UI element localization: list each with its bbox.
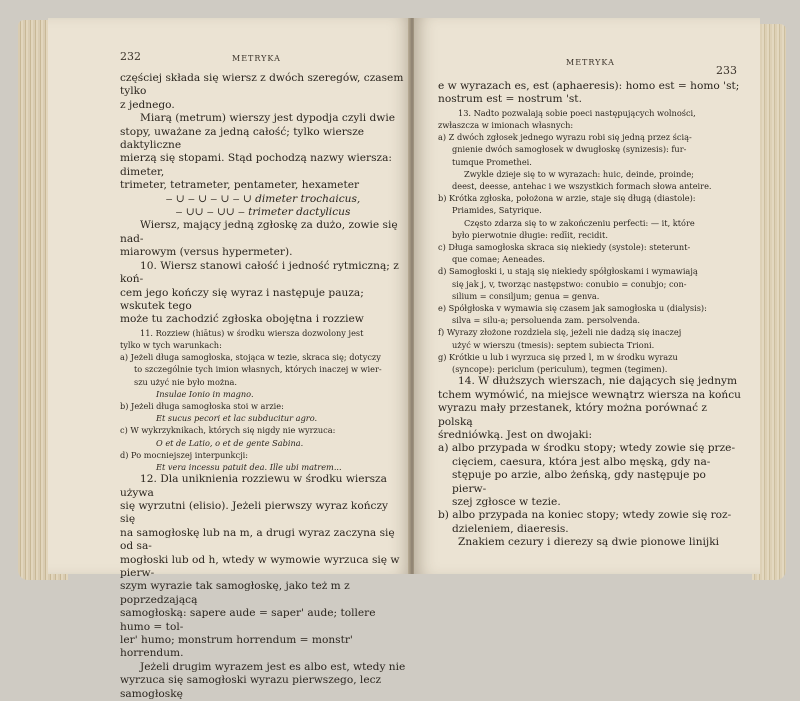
text-line: ler' humo; monstrum horrendum = monstr' horrendum. <box>120 634 353 660</box>
text-line: O et de Latio, o et de gente Sabina. <box>156 437 304 448</box>
text-line: cięciem, caesura, która jest albo męską, gdy na- <box>452 455 711 468</box>
running-header: METRYKA <box>232 54 281 63</box>
text-line: zwłaszcza w imionach własnych: <box>438 120 574 131</box>
text-line: e) Spółgłoska v wymawia się czasem jak samogłoska u (dialysis): <box>438 303 707 314</box>
text-line: cem jego kończy się wyraz i następuje pauza; wskutek tego <box>120 286 364 312</box>
text-line: silva = silu-a; persoluenda zam. persolvenda. <box>452 315 640 326</box>
text-line: ‒ ∪ ‒ ∪ ‒ ∪ ‒ ∪ dimeter trochaicus, <box>165 192 361 205</box>
text-line: nostrum est = nostrum 'st. <box>438 93 582 106</box>
text-line: szu użyć nie było można. <box>134 376 237 387</box>
text-line: tumque Promethei. <box>452 156 532 167</box>
text-line: częściej składa się wiersz z dwóch szeregów, czasem tylko <box>120 72 404 98</box>
text-line: się wyrzutni (elisio). Jeżeli pierwszy wyraz kończy się <box>120 499 389 526</box>
text-line: (syncope): periclum (periculum), tegmen (tegimen). <box>452 364 668 375</box>
text-line: może tu zachodzić zgłoska obojętna i rozziew <box>120 313 364 326</box>
text-line: a) Jeżeli długa samogłoska, stojąca w tezie, skraca się; dotyczy <box>120 352 381 363</box>
text-line: c) W wykrzyknikach, których się nigdy nie wyrzuca: <box>120 425 336 436</box>
text-line: Wiersz, mający jedną zgłoskę za dużo, zowie się nad- <box>120 219 398 245</box>
text-line: z jednego. <box>120 98 175 111</box>
text-line: que comae; Aeneades. <box>452 254 545 265</box>
text-line: Jeżeli drugim wyrazem jest es albo est, wtedy nie <box>140 660 406 673</box>
text-line: b) Jeżeli długa samogłoska stoi w arzie: <box>120 400 284 411</box>
text-line: 10. Wiersz stanowi całość i jedność rytmiczną; z koń- <box>120 259 399 286</box>
text-line: wyrzuca się samogłoski wyrazu pierwszego, lecz samogłoskę <box>120 674 382 700</box>
text-line: 13. Nadto pozwalają sobie poeci następujących wolności, <box>458 107 696 118</box>
text-line: to szczególnie tych imion własnych, których inaczej w wier- <box>134 364 382 375</box>
text-line: na samogłoskę lub na m, a drugi wyraz zaczyna się od sa- <box>120 526 395 553</box>
text-line: szej zgłosce w tezie. <box>452 495 561 508</box>
text-line: tylko w tych warunkach: <box>120 339 222 350</box>
text-line: d) Po mocniejszej interpunkcji: <box>120 449 248 460</box>
text-line: ‒ ∪∪ ‒ ∪∪ ‒ trimeter dactylicus <box>175 206 351 219</box>
text-line: d) Samogłoski i, u stają się niekiedy spółgłoskami i wymawiają <box>438 266 698 277</box>
text-line: Miarą (metrum) wierszy jest dypodja czyli dwie <box>140 112 396 125</box>
text-line: 12. Dla uniknienia rozziewu w środku wiersza używa <box>120 473 387 499</box>
text-line: Insulae Ionio in magno. <box>156 388 254 399</box>
text-line: b) Krótka zgłoska, położona w arzie, staje się długą (diastole): <box>438 193 696 204</box>
text-line: a) Z dwóch zgłosek jednego wyrazu robi się jedną przez ścią- <box>438 132 692 143</box>
text-line: Zwykle dzieje się to w wyrazach: huic, deinde, proinde; <box>464 168 694 179</box>
text-line: Priamides, Satyrique. <box>452 205 542 216</box>
text-line: Znakiem cezury i dierezy są dwie pionowe linijki <box>458 536 720 549</box>
text-line: Et sucus pecori et lac subducitur agro. <box>156 413 318 424</box>
text-line: 11. Rozziew (hiātus) w środku wiersza dozwolony jest <box>140 327 364 338</box>
text-line: f) Wyrazy złożone rozdziela się, jeżeli nie dadzą się inaczej <box>438 327 682 338</box>
text-line: stępuje po arzie, albo żeńską, gdy następuje po pierw- <box>452 469 706 495</box>
text-line: Często zdarza się to w zakończeniu perfecti: — it, które <box>464 217 695 228</box>
text-line: c) Długa samogłoska skraca się niekiedy (systole): steterunt- <box>438 242 691 253</box>
text-line: użyć w wierszu (tmesis): septem subiecta Trioni. <box>452 339 655 350</box>
left-page <box>48 18 412 700</box>
right-page-text <box>438 80 742 550</box>
text-line: miarowym (versus hypermeter). <box>120 246 293 259</box>
text-line: b) albo przypada na koniec stopy; wtedy zowie się roz- <box>438 509 732 522</box>
text-line: mierzą się stopami. Stąd pochodzą nazwy wiersza: dimeter, <box>120 152 392 178</box>
text-line: a) albo przypada w środku stopy; wtedy zowie się prze- <box>438 442 736 455</box>
text-line: średniówką. Jest on dwojaki: <box>438 428 593 441</box>
text-line: samogłoską: sapere aude = saper' aude; tollere humo = tol- <box>120 607 376 633</box>
text-line: się jak j, v, tworząc następstwo: conubio = conubjo; con- <box>452 278 687 289</box>
text-line: tchem wymówić, na miejsce wewnątrz wiersza na końcu <box>438 388 741 401</box>
text-line: g) Krótkie u lub i wyrzuca się przed l, m w środku wyrazu <box>438 351 678 362</box>
text-line: mogłoski lub od h, wtedy w wymowie wyrzuca się w pierw- <box>120 553 400 579</box>
text-line: wyrazu mały przestanek, który można porównać z polską <box>438 402 707 428</box>
page-number: 232 <box>120 50 141 63</box>
running-header: METRYKA <box>566 58 615 67</box>
text-line: było pierwotnie długie: redīit, recidit. <box>452 229 608 240</box>
text-line: szym wyrazie tak samogłoskę, jako też m z poprzedzającą <box>120 580 350 606</box>
text-line: stopy, uważane za jedną całość; tylko wiersze daktyliczne <box>120 125 365 152</box>
text-line: trimeter, tetrameter, pentameter, hexameter <box>120 179 360 192</box>
text-line: deest, deesse, antehac i we wszystkich formach słowa anteire. <box>452 181 712 192</box>
text-line: dzieleniem, diaeresis. <box>452 522 569 535</box>
text-line: 14. W dłuższych wierszach, nie dających się jednym <box>458 375 738 388</box>
text-line: gnienie dwóch samogłosek w dwugłoskę (synizesis): fur- <box>452 144 687 155</box>
text-line: silium = consiljum; genua = genva. <box>452 290 600 301</box>
text-line: e w wyrazach es, est (aphaeresis): homo est = homo 'st; <box>438 80 740 92</box>
left-page-text <box>120 72 406 701</box>
text-line: Et vera incessu patuit dea. Ille ubi matrem... <box>156 461 342 472</box>
right-page <box>414 18 760 574</box>
page-number: 233 <box>716 64 737 77</box>
